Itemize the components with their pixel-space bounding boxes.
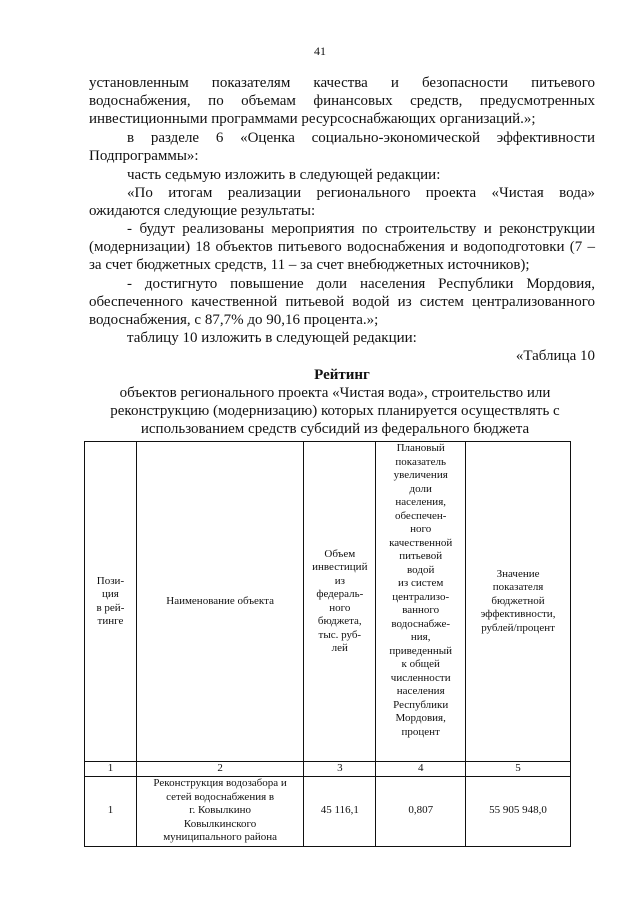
text-line: (модернизации) 18 объектов питьевого водоснабжения и водоподготовки (7 – xyxy=(89,239,595,255)
column-number: 2 xyxy=(136,762,303,777)
page-number: 41 xyxy=(314,44,326,58)
header-position: Пози- ция в рей- тинге xyxy=(85,442,137,762)
table-reference: «Таблица 10 xyxy=(515,348,595,364)
text-line: Подпрограммы»: xyxy=(89,148,199,164)
table-subtitle-line: объектов регионального проекта «Чистая вода», строительство или xyxy=(119,385,551,401)
column-number-row xyxy=(85,762,571,777)
header-object-name: Наименование объекта xyxy=(136,442,303,762)
text-line: - достигнуто повышение доли населения Республики Мордовия, xyxy=(127,276,595,292)
text-line: обеспеченного качественной питьевой водой из систем централизованного xyxy=(89,294,595,310)
row-position: 1 xyxy=(85,776,137,846)
column-number: 3 xyxy=(304,762,376,777)
row-object-name: Реконструкция водозабора и сетей водоснабжения в г. Ковылкино Ковылкинского муниципального района xyxy=(136,776,303,846)
row-efficiency: 55 905 948,0 xyxy=(466,776,571,846)
rating-table xyxy=(84,441,571,847)
text-line: водоснабжения, с 87,7% до 90,16 процента.»; xyxy=(89,312,379,328)
column-number: 5 xyxy=(466,762,571,777)
text-line: установленным показателям качества и безопасности питьевого xyxy=(89,75,595,91)
table-heading: Рейтинг xyxy=(314,367,370,383)
text-line: инвестиционными программами ресурсоснабжающих организаций.»; xyxy=(89,111,536,127)
text-line: «По итогам реализации регионального проекта «Чистая вода» xyxy=(127,185,595,201)
text-line: таблицу 10 изложить в следующей редакции: xyxy=(127,330,417,346)
header-investment: Объем инвестиций из федераль- ного бюджета, тыс. руб- лей xyxy=(304,442,376,762)
text-line: в разделе 6 «Оценка социально-экономической эффективности xyxy=(127,130,595,146)
table-subtitle-line: реконструкцию (модернизацию) которых планируется осуществлять с xyxy=(110,403,560,419)
header-indicator: Плановый показатель увеличения доли населения, обеспечен- ного качественной питьевой водой из систем централизо- ванного водоснабже- ния, приведенный к общей численности населения Республики Мордовия, процент xyxy=(376,442,466,762)
text-line: часть седьмую изложить в следующей редакции: xyxy=(127,167,441,183)
text-line: - будут реализованы мероприятия по строительству и реконструкции xyxy=(127,221,595,237)
header-efficiency: Значение показателя бюджетной эффективности, рублей/процент xyxy=(466,442,571,762)
table-row xyxy=(85,776,571,846)
row-investment: 45 116,1 xyxy=(304,776,376,846)
text-line: ожидаются следующие результаты: xyxy=(89,203,316,219)
column-number: 1 xyxy=(85,762,137,777)
text-line: водоснабжения, по объемам финансовых средств, предусмотренных xyxy=(89,93,595,109)
text-line: за счет бюджетных средств, 11 – за счет внебюджетных источников); xyxy=(89,257,530,273)
table-header-row xyxy=(85,442,571,762)
table-subtitle-line: использованием средств субсидий из федерального бюджета xyxy=(140,421,530,437)
row-indicator: 0,807 xyxy=(376,776,466,846)
column-number: 4 xyxy=(376,762,466,777)
